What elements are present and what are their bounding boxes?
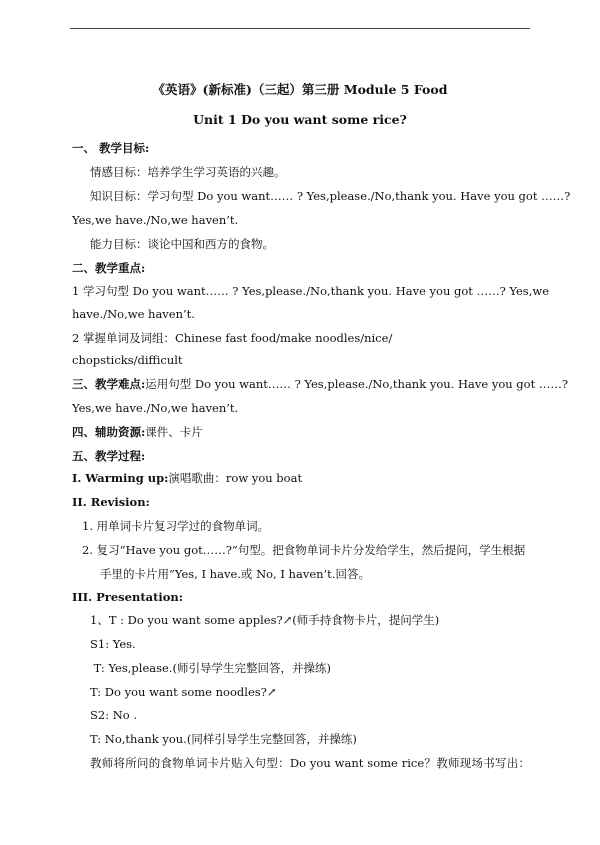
objectives-heading: 一、 教学目标: <box>72 141 150 155</box>
dialogue-line: T: No,thank you.(同样引导学生完整回答，并操练) <box>90 732 357 746</box>
header-rule <box>70 28 530 29</box>
dialogue-line: S1: Yes. <box>90 637 136 651</box>
key-point-2-cont: chopsticks/difficult <box>72 353 183 367</box>
knowledge-objective-cont: Yes,we have./No,we haven’t. <box>72 213 239 227</box>
warming-up-text: 演唱歌曲：row you boat <box>168 471 303 485</box>
knowledge-objective: 知识目标：学习句型 Do you want…… ? Yes,please./No,thank you. Have you got ……? <box>90 189 571 203</box>
difficulties-text: 运用句型 Do you want…… ? Yes,please./No,thank you. Have you got ……? <box>145 377 569 391</box>
dialogue-line: 教师将所问的食物单词卡片贴入句型：Do you want some rice？教师现场书写出： <box>90 756 530 770</box>
difficulties-cont: Yes,we have./No,we haven’t. <box>72 401 239 415</box>
revision-item-2-cont: 手里的卡片用“Yes, I have.或 No, I haven’t.回答。 <box>100 567 370 581</box>
revision-heading: II. Revision: <box>72 495 150 509</box>
difficulties-line <box>72 376 568 392</box>
resources-text: 课件、卡片 <box>145 425 203 439</box>
dialogue-line: T: Yes,please.(师引导学生完整回答，并操练) <box>90 661 331 675</box>
revision-item-2: 2. 复习“Have you got……?”句型。把食物单词卡片分发给学生，然后提问，学生根据 <box>82 543 526 557</box>
key-point-1: 1 学习句型 Do you want…… ? Yes,please./No,thank you. Have you got ……? Yes,we <box>72 284 550 298</box>
dialogue-line: 1、T : Do you want some apples?↗(师手持食物卡片，提问学生) <box>90 613 440 627</box>
document-title: 《英语》(新标准)（三起）第三册 Module 5 Food <box>152 82 448 97</box>
revision-item-1: 1. 用单词卡片复习学过的食物单词。 <box>82 519 270 533</box>
dialogue-line: S2: No . <box>90 708 138 722</box>
warming-up-line <box>72 470 302 486</box>
presentation-heading: III. Presentation: <box>72 590 184 604</box>
resources-heading: 四、辅助资源: <box>72 425 146 439</box>
key-point-2: 2 掌握单词及词组：Chinese fast food/make noodles/nice/ <box>72 331 393 345</box>
ability-objective: 能力目标：谈论中国和西方的食物。 <box>90 237 274 251</box>
warming-up-label: I. Warming up: <box>72 471 169 485</box>
resources-line <box>72 424 203 440</box>
key-point-1-cont: have./No,we haven’t. <box>72 307 195 321</box>
difficulties-heading: 三、教学难点: <box>72 377 146 391</box>
emotion-objective: 情感目标：培养学生学习英语的兴趣。 <box>90 165 286 179</box>
dialogue-line: T: Do you want some noodles?↗ <box>90 685 277 699</box>
unit-title: Unit 1 Do you want some rice? <box>193 112 407 127</box>
key-points-heading: 二、教学重点: <box>72 261 146 275</box>
process-heading: 五、教学过程: <box>72 449 146 463</box>
